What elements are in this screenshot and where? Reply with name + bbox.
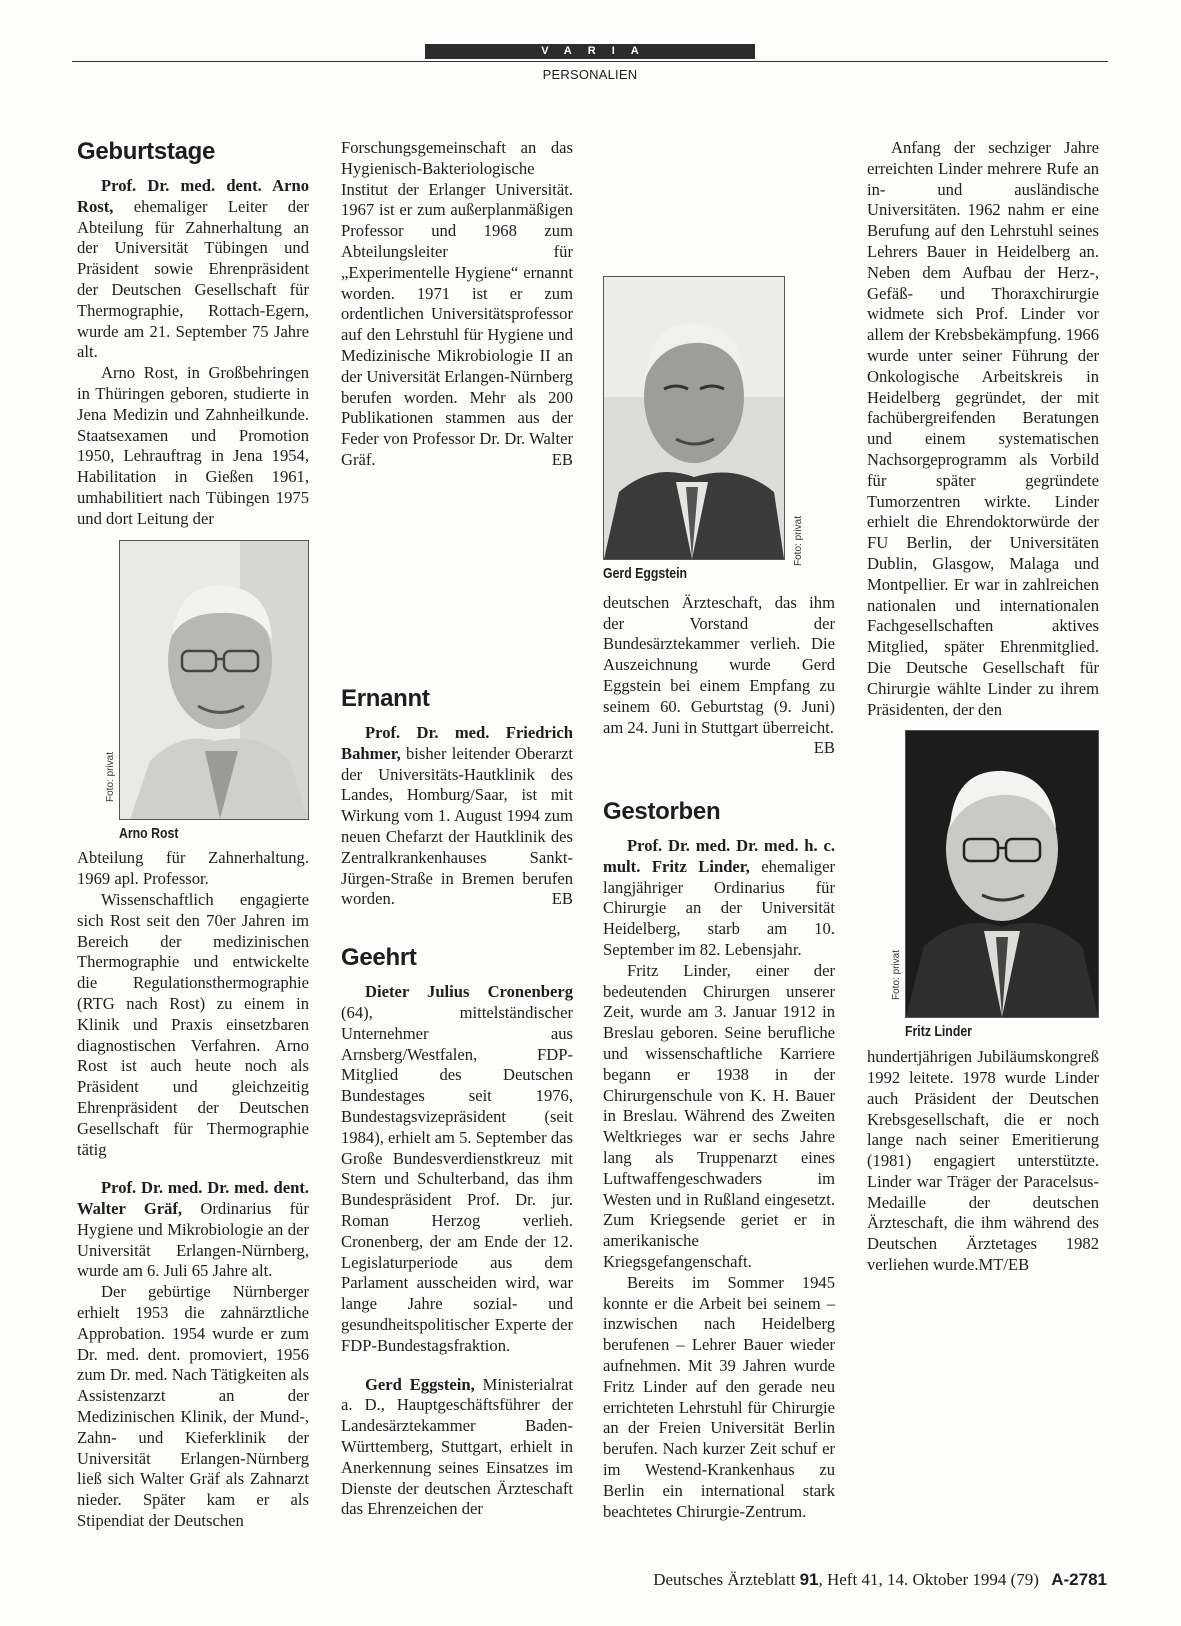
linder-closing: [867, 1047, 1099, 1276]
rost-intro: [77, 176, 309, 363]
bahmer-signature: EB: [551, 889, 573, 909]
page-footer: [653, 1570, 1107, 1590]
photo-credit: Foto: privat: [105, 751, 116, 802]
graef-intro-text: Ordinarius für Hygiene und Mikrobiologie an der Universität Erlangen-Nürnberg, wurde am 6. Juli 65 Jahre alt.: [77, 1199, 310, 1281]
header-rule: [72, 61, 1108, 62]
graef-signature: EB: [551, 449, 573, 469]
eggstein-text: Ministerialrat a. D., Hauptgeschäftsführer der Landesärztekammer Baden-Württemberg, Stuttgart, erhielt in Anerkennung seines Einsatzes im Dienste der deutschen Ärzteschaft das Ehrenzeichen der: [341, 1374, 573, 1519]
photo-credit: Foto: privat: [891, 950, 902, 1001]
photo-gerd-eggstein: [603, 276, 809, 585]
graef-bio: [77, 1282, 309, 1532]
rost-intro-text: ehemaliger Leiter der Abteilung für Zahnerhaltung an der Universität Tübingen und Präsident sowie Ehrenpräsident der Deutschen Gesellschaft für Thermographie, Rottach-Egern, wurde am 21. September 75 Jahre alt.: [77, 196, 309, 362]
issue-info: , Heft 41, 14. Oktober 1994 (79): [818, 1570, 1039, 1589]
linder-signature: MT/EB: [978, 1255, 1030, 1275]
graef-intro: [77, 1178, 309, 1282]
photo-arno-rost: [105, 540, 309, 845]
column-3: [603, 798, 835, 1522]
volume-number: 91: [799, 1570, 819, 1589]
photo-caption: Arno Rost: [119, 824, 179, 842]
heading-ernannt: Ernannt: [341, 685, 430, 712]
rost-bio: Arno Rost, in Großbehringen in Thüringen geboren, studierte in Jena Medizin und Zahnheilkunde. Staatsexamen und Promotion 1950, Lehrauftrag in Jena 1954, Habilitation in Gießen 1961, umhabilitiert nach Tübingen 1975 und dort Leitung der: [77, 363, 309, 528]
page-number: A-2781: [1051, 1570, 1107, 1589]
column-4: [867, 138, 1099, 1276]
rost-thermographie: Wissenschaftlich engagierte sich Rost seit den 70er Jahren im Bereich der medizinischen Thermographie und entwickelte die Regulationsthermographie (RTG nach Rost) zu einem in Klinik und Praxis einsetzbaren diagnostischen Verfahren. Arno Rost ist auch heute noch als Präsident und gleichzeitig Ehrenpräsident der Deutschen Gesellschaft für Thermographie tätig: [77, 889, 309, 1159]
graef-name: Prof. Dr. med. Dr. med. dent. Walter Gräf,: [77, 1178, 309, 1219]
journal-name: Deutsches Ärzteblatt: [653, 1570, 796, 1589]
linder-intro-text: ehemaliger langjähriger Ordinarius für Chirurgie an der Universität Heidelberg, starb am 10. September im 82. Lebensjahr.: [603, 856, 835, 959]
bahmer-name: Prof. Dr. med. Friedrich Bahmer,: [341, 723, 573, 763]
cronenberg-text: (64), mittelständischer Unternehmer aus Arnsberg/Westfalen, FDP-Mitglied des Deutschen Bundestages seit 1976, Bundestagsvizepräsident (seit 1984), erhielt am 5. September das Große Bundesverdienstkreuz mit Stern und Schulterband, das ihm Bundespräsident Prof. Dr. jur. Roman Herzog verlieh. Cronenberg, der am Ende der 12. Legislaturperiode aus dem Parlament ausscheiden wird, war lange Jahre sozial- und gesundheitspolitischer Experte der FDP-Bundestagsfraktion.: [341, 1002, 573, 1355]
column-3-top: [603, 138, 835, 759]
eggstein-signature: EB: [813, 738, 835, 758]
photo-credit: Foto: privat: [793, 515, 804, 566]
column-2-ernannt: [341, 685, 573, 1520]
portrait-image: [119, 540, 309, 820]
linder-intro: [603, 836, 835, 961]
eggstein-name: Gerd Eggstein,: [365, 1374, 475, 1394]
graef-bio-cont: [341, 138, 573, 471]
linder-closing-text: hundertjährigen Jubiläumskongreß 1992 leitete. 1978 wurde Linder auch Präsident der Deutschen Krebsgesellschaft, die er noch lange nach seiner Emeritierung (1981) engagiert unterstützte. Linder war Träger der Paracelsus-Medaille der deutschen Ärzteschaft, die ihm während des Deutschen Ärztetages 1982 verliehen wurde.: [867, 1047, 1099, 1275]
linder-career: Fritz Linder, einer der bedeutenden Chirurgen unserer Zeit, wurde am 3. Januar 1912 in Breslau geboren. Seine berufliche und wissenschaftliche Karriere begann er 1938 in der Chirurgenschule von K. H. Bauer in Breslau. Während des Zweiten Weltkrieges war er sechs Jahre lang als Truppenarzt eines Luftwaffengeschwaders im Westen und in Rußland eingesetzt. Zum Kriegsende geriet er in amerikanische Kriegsgefangenschaft.: [603, 960, 835, 1271]
rubric-label: PERSONALIEN: [542, 67, 638, 82]
linder-name: Prof. Dr. med. Dr. med. h. c. mult. Fritz Linder,: [603, 836, 835, 876]
photo-fritz-linder: [891, 730, 1099, 1043]
column-2: [341, 138, 573, 471]
rost-name: Prof. Dr. med. dent. Arno Rost,: [77, 176, 309, 216]
bahmer-entry: [341, 723, 573, 910]
heading-geehrt: Geehrt: [341, 944, 417, 972]
portrait-illustration: [604, 277, 784, 559]
cronenberg-name: Dieter Julius Cronenberg: [365, 982, 573, 1002]
heading-geburtstage: Geburtstage: [77, 138, 216, 165]
portrait-image: [603, 276, 785, 560]
rost-bio-cont: Abteilung für Zahnerhaltung. 1969 apl. Professor.: [77, 848, 309, 889]
photo-caption: Fritz Linder: [905, 1023, 972, 1041]
linder-berlin-start: Bereits im Sommer 1945 konnte er die Arbeit bei seinem – inzwischen nach Heidelberg berufenen – Lehrer Bauer wieder aufnehmen. Mit 39 Jahren wurde Fritz Linder auf den gerade neu errichteten Lehrstuhl für Chirurgie an der Freien Universität Berlin berufen. Nach kurzer Zeit schuf er im Westend-Krankenhaus zu Berlin ein international stark beachtetes Chirurgie-Zentrum.: [603, 1272, 835, 1521]
eggstein-cont: [603, 592, 835, 758]
graef-bio-cont-text: Forschungsgemeinschaft an das Hygienisch-Bakteriologische Institut der Erlanger Universität. 1967 ist er zum außerplanmäßigen Professor und 1968 zum Abteilungsleiter für „Experimentelle Hygiene“ ernannt worden. 1971 ist er zum ordentlichen Universitätsprofessor auf den Lehrstuhl für Hygiene und Medizinische Mikrobiologie II an der Universität Erlangen-Nürnberg berufen worden. Mehr als 200 Publikationen stammen aus der Feder von Professor Dr. Dr. Walter Gräf.: [341, 138, 573, 469]
portrait-illustration: [906, 731, 1098, 1017]
cronenberg-entry: [341, 982, 573, 1356]
portrait-image: [905, 730, 1099, 1018]
bahmer-text: bisher leitender Oberarzt der Universitäts-Hautklinik des Landes, Homburg/Saar, ist mit Wirkung vom 1. August 1994 zum neuen Chefarzt der Hautklinik des Zentralkrankenhauses Sankt-Jürgen-Straße in Bremen berufen worden.: [341, 743, 574, 909]
graef-bio-text: Der gebürtige Nürnberger erhielt 1953 die zahnärztliche Approbation. 1954 wurde er zum Dr. med. dent. promoviert, 1956 zum Dr. med. Nach Tätigkeiten als Assistenzarzt an der Medizinischen Klinik, der Mund-, Zahn- und Kieferklinik der Universität Erlangen-Nürnberg ließ sich Walter Gräf als Zahnarzt nieder. Später kam er als Stipendiat der Deutschen: [77, 1282, 309, 1531]
eggstein-cont-text: deutschen Ärzteschaft, das ihm der Vorstand der Bundesärztekammer verlieh. Die Auszeichnung wurde Gerd Eggstein bei einem Empfang zu seinem 60. Geburtstag (9. Juni) am 24. Juni in Stuttgart überreicht.: [603, 592, 835, 737]
linder-heidelberg: Anfang der sechziger Jahre erreichten Linder mehrere Rufe an in- und ausländische Universitäten. 1962 nahm er eine Berufung auf den Lehrstuhl seines Lehrers Bauer in Heidelberg an. Neben dem Aufbau der Herz-, Gefäß- und Thoraxchirurgie widmete sich Prof. Linder vor allem der Krebsbekämpfung. 1966 wurde unter seiner Führung der Onkologische Arbeitskreis in Heidelberg gegründet, der mit fachübergreifenden Beratungen und einem systematischen Nachsorgeprogramm als Vorbild für später gegründete Tumorzentren wirkte. Linder erhielt die Ehrendoktorwürde der FU Berlin, der Universitäten Dublin, Glasgow, Malaga und Montpellier. Er war in zahlreichen nationalen und internationalen Fachgesellschaften aktives Mitglied, später Ehrenmitglied. Die Deutsche Gesellschaft für Chirurgie wählte Linder zu ihrem Präsidenten, der den: [867, 138, 1099, 719]
eggstein-entry: [341, 1375, 573, 1521]
column-1: [77, 138, 309, 1532]
photo-caption: Gerd Eggstein: [603, 565, 688, 582]
section-bar: VARIA: [425, 44, 755, 59]
portrait-illustration: [120, 541, 308, 819]
heading-gestorben: Gestorben: [603, 798, 721, 825]
